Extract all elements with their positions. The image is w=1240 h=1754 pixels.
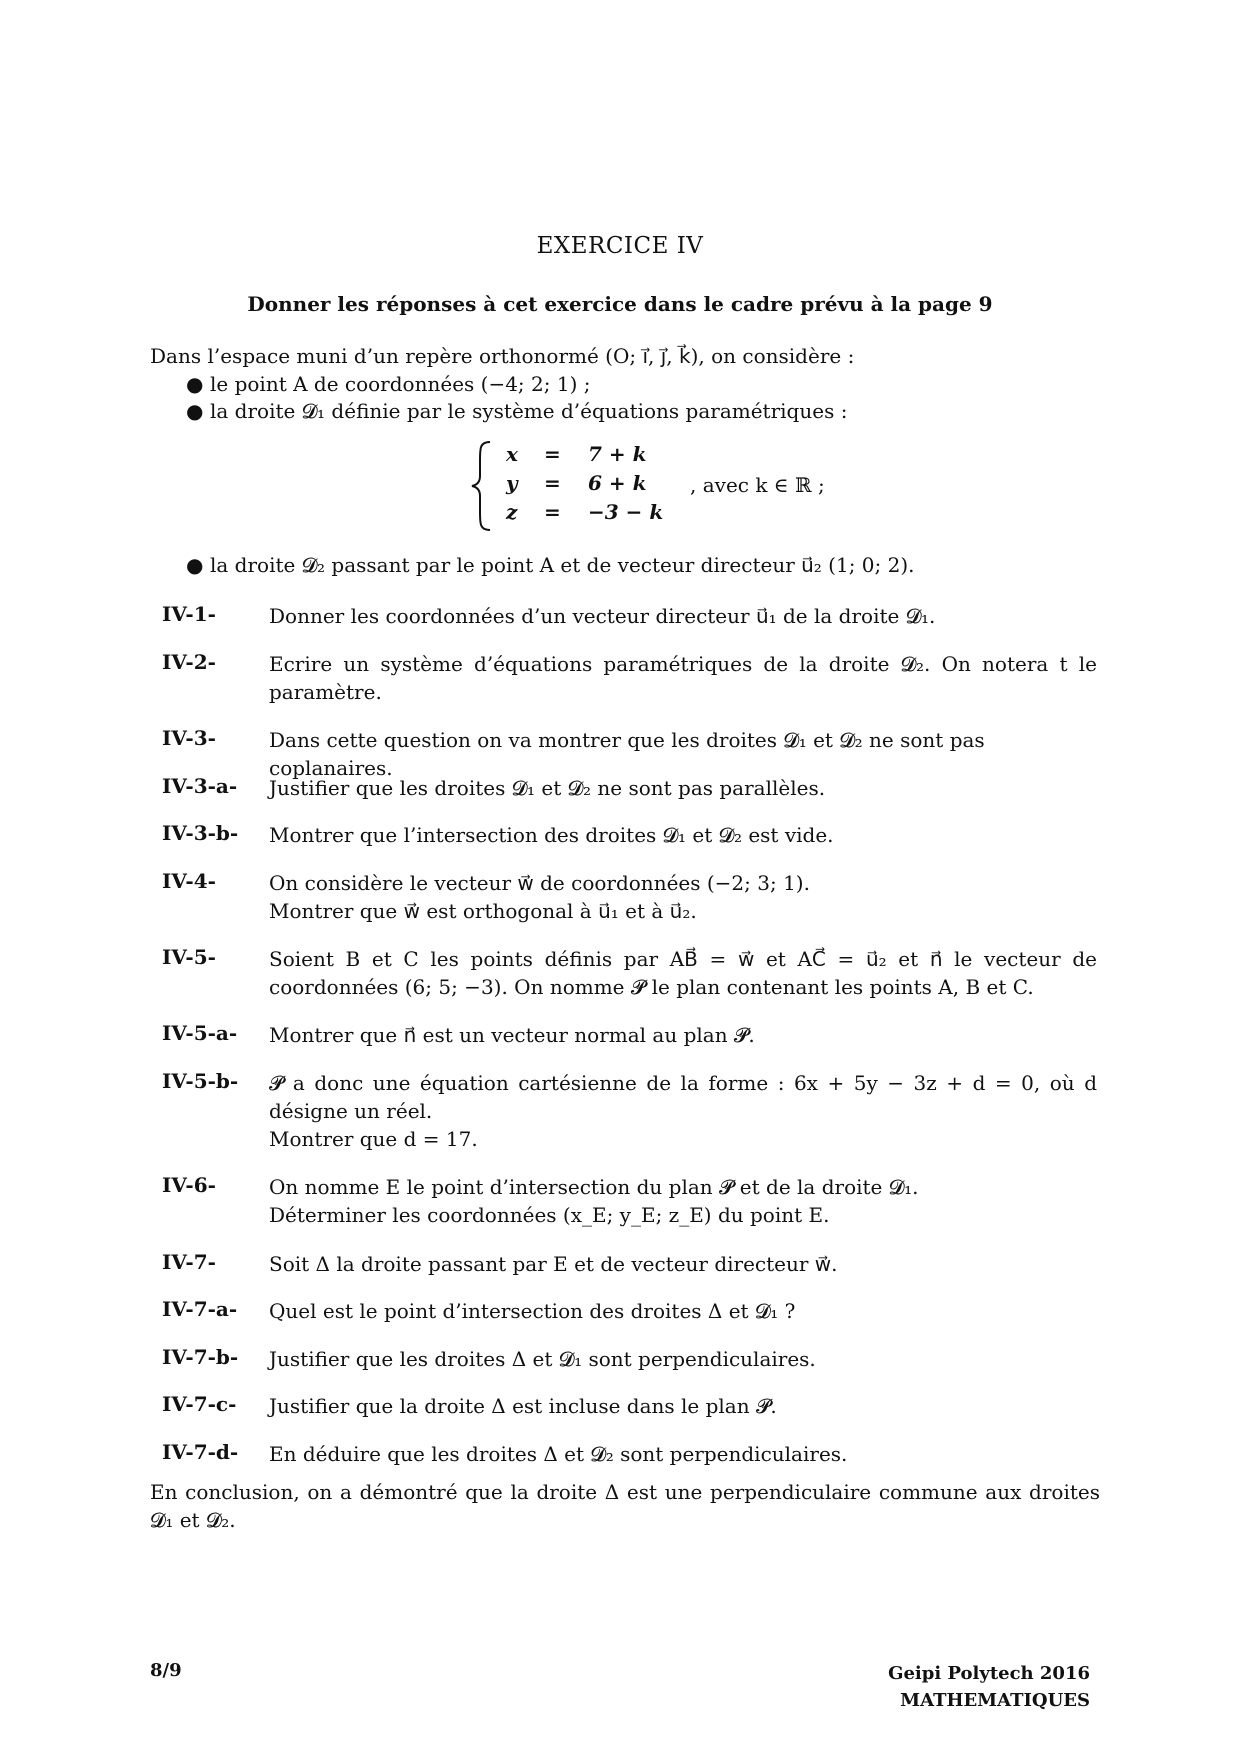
question-text: Montrer que l’intersection des droites 𝓓₁ et 𝓓₂ est vide.: [269, 823, 834, 847]
system-condition: , avec k ∈ ℝ ;: [690, 473, 825, 497]
intro-text: Dans l’espace muni d’un repère orthonormé (O; i⃗, j⃗, k⃗), on considère :: [150, 344, 855, 368]
bullet-icon: ●: [186, 553, 204, 577]
conclusion-text: En conclusion, on a démontré que la droite Δ est une perpendiculaire commune aux droites 𝓓₁ et 𝓓₂.: [150, 1480, 1100, 1532]
question-label: IV-7-a-: [162, 1297, 238, 1321]
question-text: Soit Δ la droite passant par E et de vecteur directeur w⃗.: [269, 1252, 838, 1276]
question-text: Justifier que les droites 𝓓₁ et 𝓓₂ ne sont pas parallèles.: [269, 776, 826, 800]
question-text: Justifier que les droites Δ et 𝓓₁ sont perpendiculaires.: [269, 1347, 816, 1371]
question-text: Montrer que n⃗ est un vecteur normal au plan 𝓟.: [269, 1023, 755, 1047]
question-label: IV-6-: [162, 1173, 216, 1197]
question-label: IV-5-: [162, 945, 216, 969]
question-text: En déduire que les droites Δ et 𝓓₂ sont perpendiculaires.: [269, 1442, 848, 1466]
question-line: On considère le vecteur w⃗ de coordonnées (−2; 3; 1).: [269, 871, 810, 895]
question-label: IV-2-: [162, 650, 216, 674]
subject-name: MATHEMATIQUES: [900, 1690, 1090, 1711]
question-text: Dans cette question on va montrer que les droites 𝓓₁ et 𝓓₂ ne sont pas coplanaires.: [269, 728, 985, 780]
question-label: IV-4-: [162, 869, 216, 893]
question-label: IV-3-b-: [162, 821, 239, 845]
bullet-text: le point A de coordonnées (−4; 2; 1) ;: [210, 372, 591, 396]
question-label: IV-7-c-: [162, 1392, 237, 1416]
question-text: [269, 1069, 1097, 1153]
question-line: Montrer que d = 17.: [269, 1127, 478, 1151]
exercise-title: EXERCICE IV: [536, 233, 704, 259]
question-label: IV-3-: [162, 726, 216, 750]
question-label: IV-1-: [162, 602, 216, 626]
question-line: Montrer que w⃗ est orthogonal à u⃗₁ et à u⃗₂.: [269, 899, 697, 923]
parametric-system: x = 7 + k y = 6 + k z = −3 − k , avec k ∈ ℝ ;: [470, 440, 870, 540]
question-text: [269, 869, 1097, 925]
bullet-text: la droite 𝓓₂ passant par le point A et de vecteur directeur u⃗₂ (1; 0; 2).: [210, 553, 915, 577]
question-label: IV-3-a-: [162, 774, 238, 798]
question-label: IV-5-a-: [162, 1021, 238, 1045]
question-line: 𝓟 a donc une équation cartésienne de la forme : 6x + 5y − 3z + d = 0, où d désigne un réel.: [269, 1071, 1097, 1123]
question-text: Quel est le point d’intersection des droites Δ et 𝓓₁ ?: [269, 1299, 796, 1323]
question-text: Soient B et C les points définis par AB⃗ = w⃗ et AC⃗ = u⃗₂ et n⃗ le vecteur de coordonnées (6; 5; −3). On nomme 𝓟 le plan contenant les points A, B et C.: [269, 947, 1097, 999]
bullet-icon: ●: [186, 372, 204, 396]
bullet-icon: ●: [186, 399, 204, 423]
footer-source: [888, 1660, 1090, 1714]
left-brace-icon: [470, 440, 494, 532]
question-label: IV-5-b-: [162, 1069, 239, 1093]
bullet-text: la droite 𝓓₁ définie par le système d’équations paramétriques :: [210, 399, 848, 423]
question-line: On nomme E le point d’intersection du plan 𝓟 et de la droite 𝓓₁.: [269, 1175, 919, 1199]
question-text: Justifier que la droite Δ est incluse dans le plan 𝓟.: [269, 1394, 777, 1418]
question-label: IV-7-b-: [162, 1345, 239, 1369]
exam-name: Geipi Polytech 2016: [888, 1663, 1090, 1684]
question-label: IV-7-: [162, 1250, 216, 1274]
question-line: Déterminer les coordonnées (x_E; y_E; z_E) du point E.: [269, 1203, 830, 1227]
question-label: IV-7-d-: [162, 1440, 239, 1464]
exercise-instructions: Donner les réponses à cet exercice dans le cadre prévu à la page 9: [247, 292, 993, 316]
question-text: Donner les coordonnées d’un vecteur directeur u⃗₁ de la droite 𝓓₁.: [269, 604, 936, 628]
question-text: Ecrire un système d’équations paramétriques de la droite 𝓓₂. On notera t le paramètre.: [269, 652, 1097, 704]
question-text: [269, 1173, 1097, 1229]
page-number: 8/9: [150, 1660, 182, 1681]
